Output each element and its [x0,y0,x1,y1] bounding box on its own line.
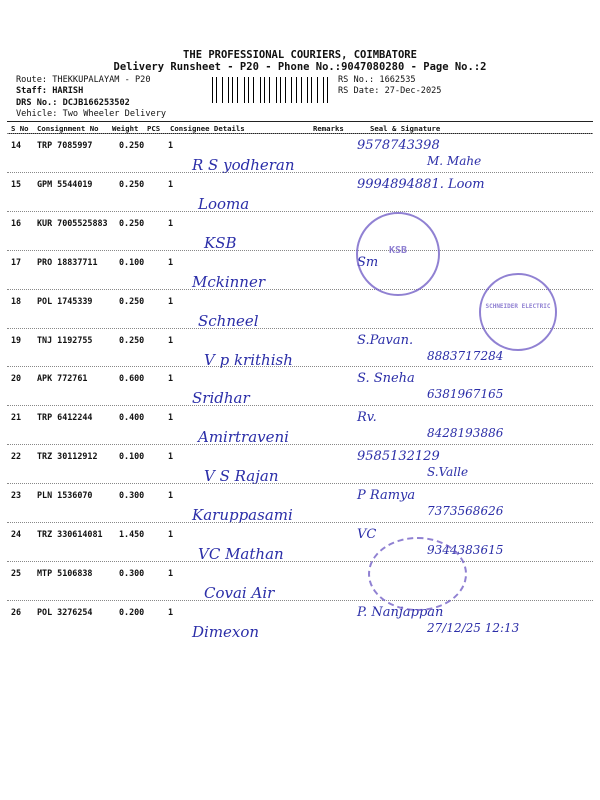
pcs-cell: 1 [168,217,174,228]
col-pcs: PCS [147,124,161,133]
weight-cell: 0.250 [119,140,145,150]
col-seal-signature: Seal & Signature [370,124,441,133]
s-no-cell: 18 [11,295,22,306]
pcs-cell: 1 [168,178,174,189]
consignee-handwriting: V p krithish [204,350,293,369]
route-label: Route: THEKKUPALAYAM - P20 [16,75,151,85]
s-no-cell: 16 [11,217,22,228]
pcs-cell: 1 [168,451,174,462]
consignee-handwriting: V S Rajan [204,467,279,486]
pcs-cell: 1 [168,606,174,617]
signature-line-1: S.Pavan. [357,332,414,348]
table-row [7,172,593,211]
s-no-cell: 14 [11,140,22,150]
pcs-cell: 1 [168,334,174,345]
company-title: THE PROFESSIONAL COURIERS, COIMBATORE [183,49,417,61]
weight-cell: 0.600 [119,373,145,384]
consignment-cell: TRZ 330614081 [37,529,103,539]
weight-cell: 0.250 [119,178,145,189]
consignment-cell: POL 3276254 [37,606,93,617]
consignment-cell: APK 772761 [37,373,88,384]
drs-label: DRS No.: DCJB166253502 [16,98,130,108]
table-row [7,405,593,447]
signature-line-2: 8883717284 [427,348,504,363]
signature-line-1: S. Sneha [357,371,415,387]
weight-cell: 0.250 [119,334,145,345]
table-row [7,600,593,639]
ksb-stamp [356,212,440,296]
consignee-handwriting: Sridhar [192,389,250,408]
signature-line-2: 6381967165 [427,387,504,402]
table-row [7,133,593,172]
signature-line-1: P Ramya [357,488,416,504]
s-no-cell: 21 [11,412,22,423]
signature-line-2: 7373568626 [427,504,504,519]
runsheet-title: Delivery Runsheet - P20 - Phone No.:9047080280 - Page No.:2 [113,61,487,73]
signature-line-1: 9994894881. Loom [357,176,485,192]
consignee-handwriting: Looma [198,194,250,213]
col-sno: S No [11,124,29,133]
consignment-cell: PRO 18837711 [37,256,98,267]
barcode [212,77,332,103]
rs-number: RS No.: 1662535 [338,75,416,85]
vehicle-label: Vehicle: Two Wheeler Delivery [16,109,167,119]
signature-line-1: 9578743398 [357,138,440,153]
signature-line-2: 27/12/25 12:13 [427,620,520,635]
schneider-stamp [479,273,557,351]
weight-cell: 0.400 [119,412,145,423]
pcs-cell: 1 [168,529,174,539]
s-no-cell: 22 [11,451,22,462]
weight-cell: 0.100 [119,451,145,462]
table-row [7,561,593,600]
signature-line-1: 9585132129 [357,449,440,465]
col-consignee: Consignee Details [170,124,245,133]
pcs-cell: 1 [168,490,174,501]
consignee-handwriting: Amirtraveni [198,428,289,447]
signature-line-1: Rv. [357,410,377,426]
consignment-cell: TNJ 1192755 [37,334,93,345]
consignee-handwriting: R S yodheran [192,156,295,174]
signature-line-1: P. Nanjappan [357,604,444,620]
consignment-cell: KUR 7005525883 [37,217,108,228]
rs-date: RS Date: 27-Dec-2025 [338,86,442,96]
weight-cell: 0.250 [119,295,145,306]
s-no-cell: 26 [11,606,22,617]
ksb-stamp-text: KSB [388,245,408,256]
consignment-cell: TRP 6412244 [37,412,93,423]
col-weight: Weight [112,124,139,133]
table-row [7,483,593,525]
s-no-cell: 20 [11,373,22,384]
consignment-cell: MTP 5106838 [37,567,93,578]
signature-line-1: VC [357,527,377,542]
pcs-cell: 1 [168,567,174,578]
consignee-handwriting: Dimexon [192,622,260,641]
consignment-cell: TRP 7085997 [37,140,93,150]
table-row [7,522,593,561]
s-no-cell: 24 [11,529,22,539]
s-no-cell: 19 [11,334,22,345]
pcs-cell: 1 [168,373,174,384]
signature-line-1: Sm [357,254,379,270]
consignee-handwriting: Covai Air [204,583,275,602]
consignment-cell: PLN 1536070 [37,490,93,501]
table-row [7,366,593,408]
s-no-cell: 23 [11,490,22,501]
signature-line-2: S.Valle [427,465,469,480]
s-no-cell: 17 [11,256,22,267]
weight-cell: 0.100 [119,256,145,267]
table-row [7,211,593,250]
consignee-handwriting: VC Mathan [198,545,284,563]
s-no-cell: 15 [11,178,22,189]
table-row [7,444,593,486]
pcs-cell: 1 [168,256,174,267]
col-consignment: Consignment No [37,124,99,133]
s-no-cell: 25 [11,567,22,578]
pcs-cell: 1 [168,295,174,306]
pcs-cell: 1 [168,140,174,150]
consignee-handwriting: KSB [204,233,237,252]
col-remarks: Remarks [313,124,344,133]
weight-cell: 1.450 [119,529,145,539]
ink-stamp [368,537,467,611]
weight-cell: 0.300 [119,567,145,578]
consignee-handwriting: Schneel [198,311,259,330]
staff-label: Staff: HARISH [16,86,84,96]
consignee-handwriting: Karuppasami [192,506,293,525]
weight-cell: 0.300 [119,490,145,501]
weight-cell: 0.250 [119,217,145,228]
consignment-cell: POL 1745339 [37,295,93,306]
signature-line-2: M. Mahe [427,154,482,168]
schneider-stamp-text: SCHNEIDER ELECTRIC [485,303,551,310]
consignment-cell: GPM 5544019 [37,178,93,189]
signature-line-2: 8428193886 [427,426,504,441]
pcs-cell: 1 [168,412,174,423]
weight-cell: 0.200 [119,606,145,617]
signature-line-2: 9344383615 [427,543,504,557]
consignee-handwriting: Mckinner [192,272,266,291]
consignment-cell: TRZ 30112912 [37,451,98,462]
